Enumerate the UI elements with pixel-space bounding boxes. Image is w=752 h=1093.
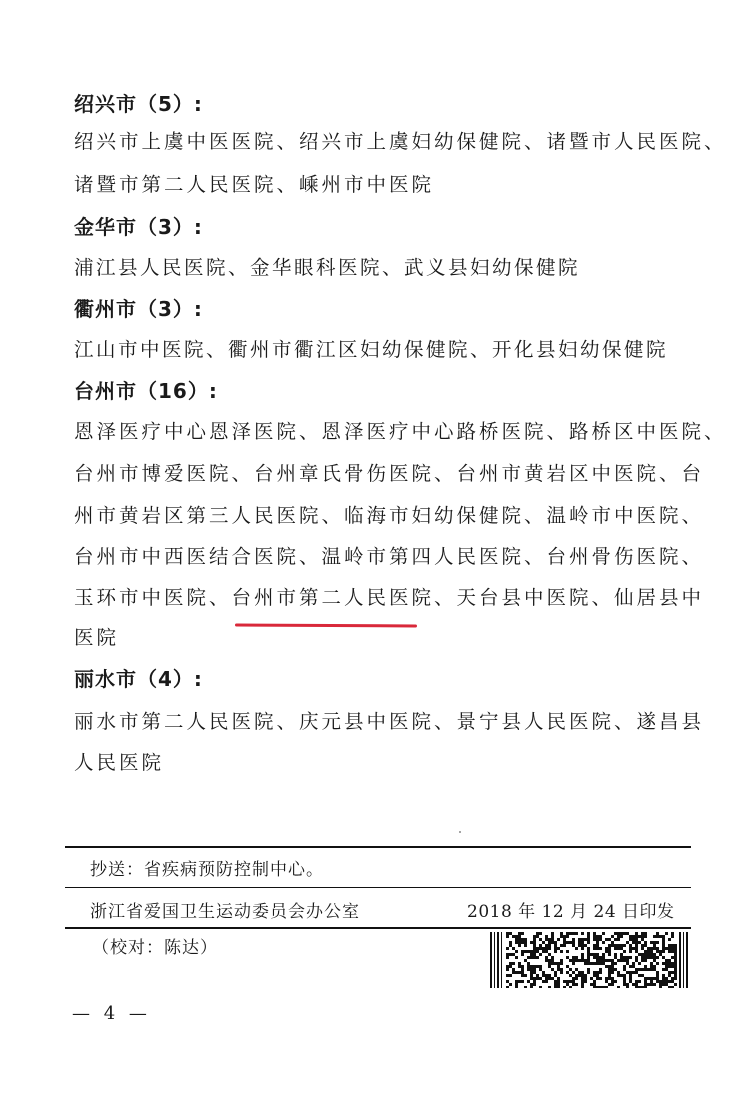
hospital-list-line: 江山市中医院、衢州市衢江区妇幼保健院、开化县妇幼保健院 bbox=[74, 338, 669, 361]
hospital-list-line: 浦江县人民医院、金华眼科医院、武义县妇幼保健院 bbox=[74, 256, 581, 279]
hospital-list-line: 台州市中西医结合医院、温岭市第四人民医院、台州骨伤医院、 bbox=[74, 545, 705, 568]
issuer: 浙江省爱国卫生运动委员会办公室 bbox=[90, 902, 360, 922]
section-heading-jinhua: 金华市（3）: bbox=[74, 215, 203, 239]
hospital-list-line: 州市黄岩区第三人民医院、临海市妇幼保健院、温岭市中医院、 bbox=[74, 504, 705, 527]
hospital-list-line: 恩泽医疗中心恩泽医院、恩泽医疗中心路桥医院、路桥区中医院、 bbox=[74, 420, 727, 443]
barcode-image bbox=[490, 932, 690, 988]
footer-middle-rule bbox=[65, 887, 691, 888]
scan-speck bbox=[459, 831, 461, 833]
footer-bottom-rule bbox=[65, 927, 691, 929]
hospital-list-line: 医院 bbox=[74, 626, 120, 649]
section-heading-taizhou: 台州市（16）: bbox=[74, 379, 218, 403]
footer-top-rule bbox=[65, 846, 691, 848]
cc-line: 抄送：省疾病预防控制中心。 bbox=[90, 860, 324, 880]
hospital-list-line: 人民医院 bbox=[74, 751, 165, 774]
hospital-list-line: 绍兴市上虞中医医院、绍兴市上虞妇幼保健院、诸暨市人民医院、 bbox=[74, 130, 727, 153]
hospital-list-line: 玉环市中医院、台州市第二人民医院、天台县中医院、仙居县中 bbox=[74, 586, 705, 609]
section-heading-quzhou: 衢州市（3）: bbox=[74, 297, 203, 321]
hospital-list-line: 台州市博爱医院、台州章氏骨伤医院、台州市黄岩区中医院、台 bbox=[74, 462, 705, 485]
page-number: — 4 — bbox=[72, 1003, 151, 1024]
hospital-list-line: 丽水市第二人民医院、庆元县中医院、景宁县人民医院、遂昌县 bbox=[74, 710, 705, 733]
section-heading-shaoxing: 绍兴市（5）: bbox=[74, 92, 203, 116]
red-underline-highlight bbox=[235, 624, 417, 628]
issue-date: 2018 年 12 月 24 日印发 bbox=[467, 902, 675, 922]
proofreader: （校对：陈达） bbox=[92, 938, 218, 958]
section-heading-lishui: 丽水市（4）: bbox=[74, 667, 203, 691]
hospital-list-line: 诸暨市第二人民医院、嵊州市中医院 bbox=[74, 173, 435, 196]
